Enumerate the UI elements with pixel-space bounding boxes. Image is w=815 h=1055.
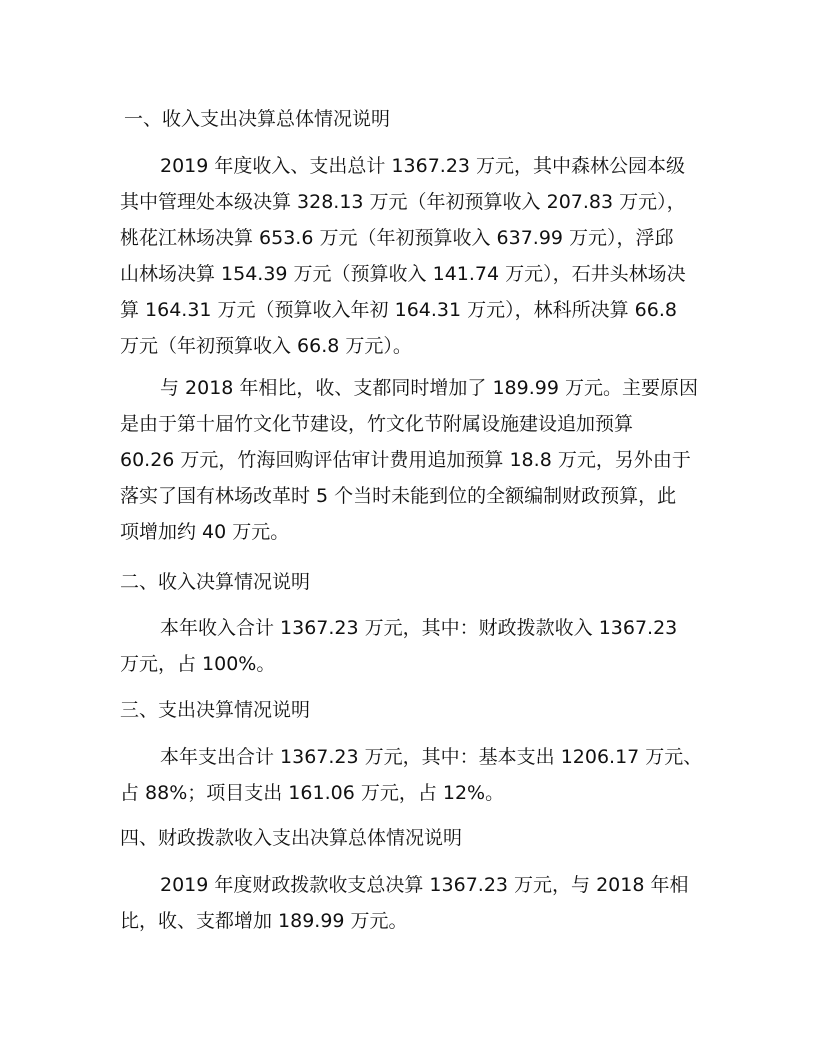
paragraph-line: 项增加约 40 万元。 (120, 521, 290, 543)
paragraph-line: 2019 年度收入、支出总计 1367.23 万元，其中森林公园本级 (160, 155, 686, 177)
section-4-paragraph-1 (120, 867, 700, 939)
section-heading-4: 四、财政拨款收入支出决算总体情况说明 (120, 827, 463, 849)
paragraph-line: 万元（年初预算收入 66.8 万元）。 (120, 335, 412, 357)
section-1-paragraph-1 (120, 148, 700, 364)
paragraph-line: 万元，占 100%。 (120, 653, 276, 675)
paragraph-line: 是由于第十届竹文化节建设，竹文化节附属设施建设追加预算 (120, 413, 634, 435)
paragraph-line: 60.26 万元，竹海回购评估审计费用追加预算 18.8 万元，另外由于 (120, 449, 691, 471)
paragraph-line: 落实了国有林场改革时 5 个当时未能到位的全额编制财政预算，此 (120, 485, 677, 507)
paragraph-line: 2019 年度财政拨款收支总决算 1367.23 万元，与 2018 年相 (160, 874, 689, 896)
paragraph-line: 桃花江林场决算 653.6 万元（年初预算收入 637.99 万元），浮邱 (120, 227, 674, 249)
section-1-paragraph-2 (120, 370, 700, 550)
section-3-paragraph-1 (120, 739, 703, 811)
section-heading-3: 三、支出决算情况说明 (120, 699, 311, 721)
section-heading-2: 二、收入决算情况说明 (120, 571, 311, 593)
paragraph-line: 本年收入合计 1367.23 万元，其中：财政拨款收入 1367.23 (160, 617, 678, 639)
section-heading-1: 一、收入支出决算总体情况说明 (124, 108, 391, 130)
paragraph-line: 与 2018 年相比，收、支都同时增加了 189.99 万元。主要原因 (160, 377, 698, 399)
paragraph-line: 山林场决算 154.39 万元（预算收入 141.74 万元），石井头林场决 (120, 263, 686, 285)
section-2-paragraph-1 (120, 610, 700, 682)
paragraph-line: 本年支出合计 1367.23 万元，其中：基本支出 1206.17 万元、 (160, 746, 703, 768)
paragraph-line: 占 88%；项目支出 161.06 万元，占 12%。 (120, 782, 505, 804)
paragraph-line: 比，收、支都增加 189.99 万元。 (120, 910, 408, 932)
paragraph-line: 算 164.31 万元（预算收入年初 164.31 万元），林科所决算 66.8 (120, 299, 677, 321)
paragraph-line: 其中管理处本级决算 328.13 万元（年初预算收入 207.83 万元）， (120, 191, 686, 213)
